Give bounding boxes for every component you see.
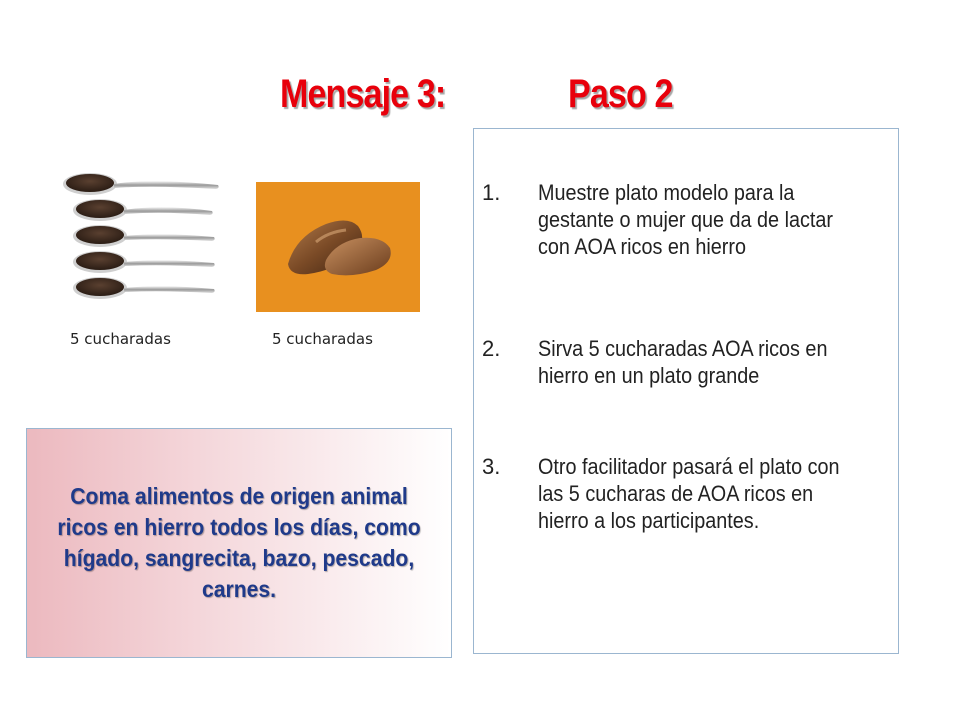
steps-box <box>473 128 899 654</box>
spoons-with-food-image <box>62 168 222 304</box>
caption-spoons: 5 cucharadas <box>70 330 171 348</box>
message-box <box>26 428 452 658</box>
liver-on-orange-image <box>256 182 420 312</box>
spoon-3 <box>73 225 215 247</box>
step-text: Muestre plato modelo para la gestante o mujer que da de lactar con AOA ricos en hierro <box>538 180 833 259</box>
step-number: 1. <box>482 180 501 205</box>
step-text: Otro facilitador pasará el plato con las 5 cucharas de AOA ricos en hierro a los participantes. <box>538 454 840 533</box>
spoon-2 <box>73 199 213 221</box>
step-number: 3. <box>482 454 501 479</box>
step-text: Sirva 5 cucharadas AOA ricos en hierro en un plato grande <box>538 336 828 388</box>
caption-liver: 5 cucharadas <box>272 330 373 348</box>
spoon-4 <box>73 251 215 273</box>
spoon-1 <box>63 173 219 195</box>
step-number: 2. <box>482 336 501 361</box>
title-message-number: Mensaje 3: <box>280 72 446 116</box>
title-step-number: Paso 2 <box>568 72 673 116</box>
spoon-5 <box>73 277 215 299</box>
message-text: Coma alimentos de origen animal ricos en hierro todos los días, como hígado, sangrecita, bazo, pescado, carnes. <box>57 483 421 602</box>
